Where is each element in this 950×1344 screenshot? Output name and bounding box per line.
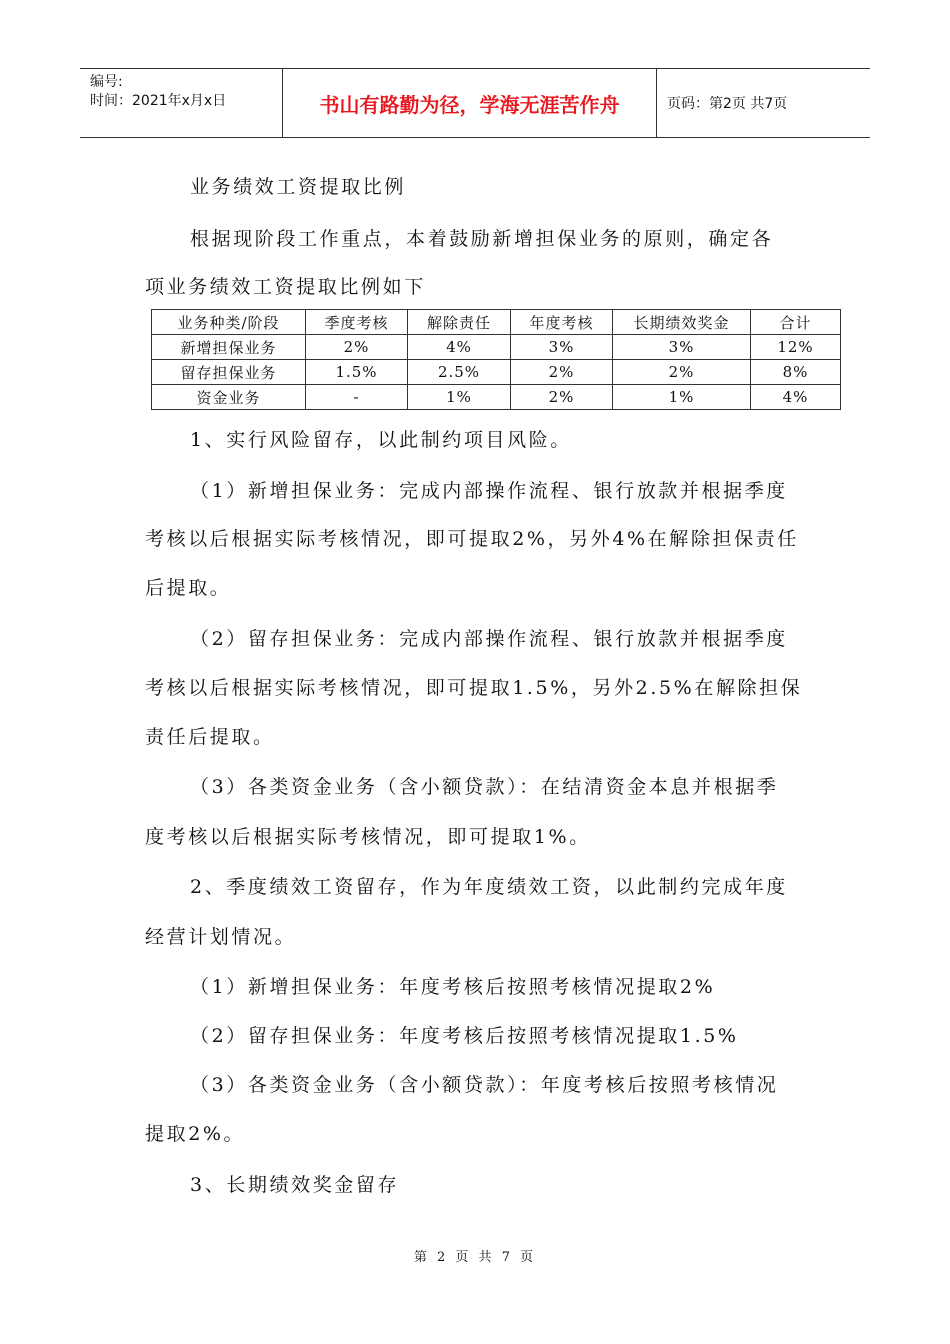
table-cell: 2%	[306, 335, 408, 360]
intro-line-2: 项业务绩效工资提取比例如下	[145, 276, 426, 298]
header-page-info: 页码：第2页 共7页	[667, 96, 788, 112]
paragraph-line: （1）新增担保业务：完成内部操作流程、银行放款并根据季度	[190, 480, 788, 502]
page-header	[80, 68, 870, 138]
paragraph-line: 后提取。	[145, 577, 232, 599]
paragraph-line: 2、季度绩效工资留存，作为年度绩效工资，以此制约完成年度	[190, 876, 788, 898]
table-header-cell: 年度考核	[511, 310, 613, 335]
paragraph-line: （1）新增担保业务：年度考核后按照考核情况提取2%	[190, 976, 716, 998]
table-header-cell: 业务种类/阶段	[152, 310, 306, 335]
table-cell: 2%	[613, 360, 751, 385]
table-cell: -	[306, 385, 408, 410]
table-header-cell: 季度考核	[306, 310, 408, 335]
paragraph-line: （2）留存担保业务：年度考核后按照考核情况提取1.5%	[190, 1025, 739, 1047]
paragraph-line: 考核以后根据实际考核情况，即可提取2%，另外4%在解除担保责任	[145, 528, 799, 550]
header-slogan: 书山有路勤为径，学海无涯苦作舟	[283, 69, 657, 137]
table-header-cell: 合计	[751, 310, 841, 335]
intro-line-1: 根据现阶段工作重点，本着鼓励新增担保业务的原则，确定各	[190, 228, 774, 250]
number-label: 编号:	[90, 74, 123, 90]
table-cell: 1%	[408, 385, 511, 410]
table-header-cell: 解除责任	[408, 310, 511, 335]
table-row	[152, 360, 841, 385]
paragraph-line: 经营计划情况。	[145, 926, 297, 948]
paragraph-line: 3、长期绩效奖金留存	[190, 1174, 400, 1196]
paragraph-line: （3）各类资金业务（含小额贷款）：年度考核后按照考核情况	[190, 1074, 779, 1096]
page-footer: 第 2 页 共 7 页	[413, 1250, 537, 1265]
paragraph-line: （2）留存担保业务：完成内部操作流程、银行放款并根据季度	[190, 628, 788, 650]
paragraph-line: 1、实行风险留存，以此制约项目风险。	[190, 429, 572, 451]
table-row	[152, 335, 841, 360]
table-header-cell: 长期绩效奖金	[613, 310, 751, 335]
table-cell: 新增担保业务	[152, 335, 306, 360]
table-cell: 3%	[511, 335, 613, 360]
paragraph-line: （3）各类资金业务（含小额贷款）：在结清资金本息并根据季	[190, 776, 779, 798]
section-title: 业务绩效工资提取比例	[190, 176, 407, 198]
time-label: 时间：2021年x月x日	[90, 93, 227, 109]
table-cell: 1%	[613, 385, 751, 410]
paragraph-line: 考核以后根据实际考核情况，即可提取1.5%，另外2.5%在解除担保	[145, 677, 803, 699]
table-cell: 4%	[408, 335, 511, 360]
table-cell: 2.5%	[408, 360, 511, 385]
table-cell: 2%	[511, 360, 613, 385]
table-cell: 2%	[511, 385, 613, 410]
header-meta	[80, 69, 283, 137]
table-cell: 资金业务	[152, 385, 306, 410]
table-cell: 留存担保业务	[152, 360, 306, 385]
paragraph-line: 提取2%。	[145, 1123, 246, 1145]
paragraph-line: 度考核以后根据实际考核情况，即可提取1%。	[145, 826, 591, 848]
table-cell: 4%	[751, 385, 841, 410]
table-cell: 12%	[751, 335, 841, 360]
table-cell: 3%	[613, 335, 751, 360]
table-header-row	[152, 310, 841, 335]
table-cell: 8%	[751, 360, 841, 385]
paragraph-line: 责任后提取。	[145, 726, 275, 748]
table-cell: 1.5%	[306, 360, 408, 385]
rates-table	[151, 309, 841, 410]
table-row	[152, 385, 841, 410]
